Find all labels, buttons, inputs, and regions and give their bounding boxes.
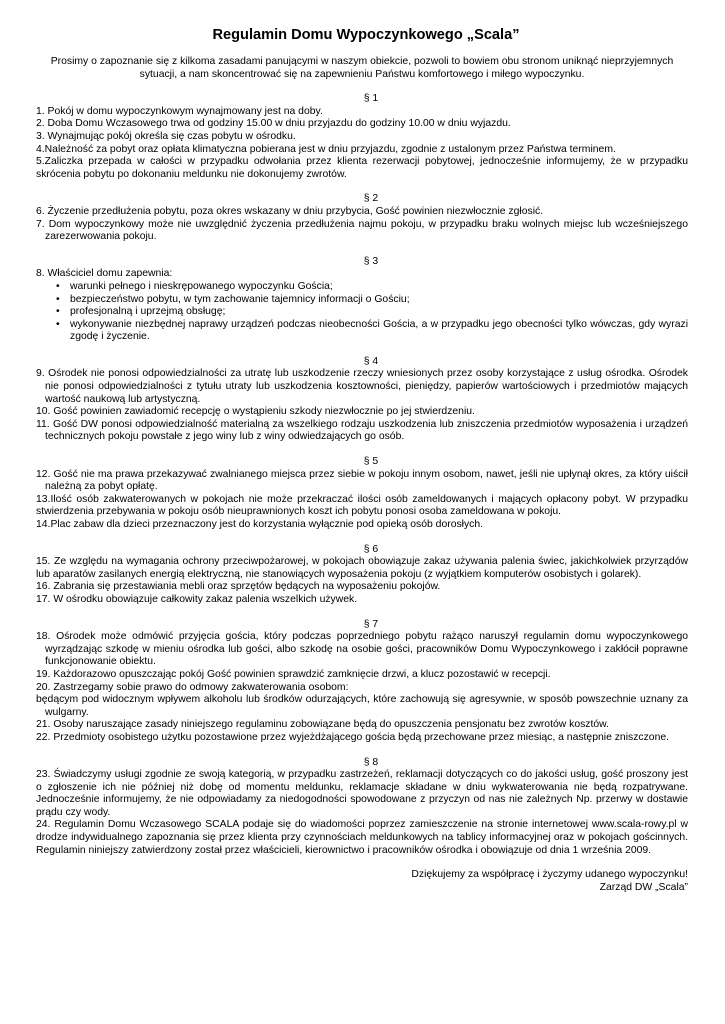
rule-item: 24. Regulamin Domu Wczasowego SCALA podaje się do wiadomości poprzez zamieszczenie na stronie internetowej www.scala-rowy.pl w drodze indywidualnego zapoznania się przez klienta przy czynnościach meldunkowych na tablicy informacyjnej oraz w pokojach gościnnych. Regulamin niniejszy zatwierdzony został przez właścicieli, kierownictwo i pracowników ośrodka i obowiązuje od dnia 1 września 2009. [36,819,688,856]
rule-item: 13.Ilość osób zakwaterowanych w pokojach nie może przekraczać ilości osób zameldowanych i mających opłacony pobyt. W przypadku stwierdzenia przebywania w pokoju osób nieuprawnionych koszt ich pobytu ponosi osoba zameldowana w pokoju. [36,493,688,518]
section-7 [36,619,688,745]
rule-item: 15. Ze względu na wymagania ochrony przeciwpożarowej, w pokojach obowiązuje zakaz używania palenia świec, jakichkolwiek przyrządów lub aparatów zasilanych energią elektryczną, nie stanowiących wyposażenia pokoju (z wyjątkiem komputerów osobistych i golarek). [36,556,688,580]
document-title: Regulamin Domu Wypoczynkowego „Scala” [212,27,520,43]
rule-item: 17. W ośrodku obowiązuje całkowity zakaz palenia wszelkich używek. [36,593,358,605]
section-heading: § 5 [363,456,379,468]
section-4 [36,356,688,444]
rule-item: 21. Osoby naruszające zasady niniejszego regulaminu zobowiązane będą do opuszczenia pensjonatu bez zwrotów kosztów. [36,719,609,731]
list-item-text: warunki pełnego i nieskrępowanego wypoczynku Gościa; [70,280,333,292]
list-item [56,294,688,307]
section-2 [36,193,688,243]
section-heading: § 8 [363,756,379,768]
section-3 [36,256,688,344]
rule-item: 23. Świadczymy usługi zgodnie ze swoją kategorią, w przypadku zastrzeżeń, reklamacji dotyczących co do jakości usług, gość proszony jest o zgłoszenie ich nie później niż dobę od momentu meldunku, reklamacje składane w dniu wykwaterowania nie będą rozpatrywane. Jednocześnie informujemy, że nie odpowiadamy za niedogodności spowodowane z przyczyn od nas nie zależnych Np. przerwy w dostawie prądu czy wody. [36,769,688,818]
rule-item: 3. Wynajmując pokój określa się czas pobytu w ośrodku. [36,130,296,142]
list-item-text: wykonywanie niezbędnej naprawy urządzeń podczas nieobecności Gościa, a w przypadku jego obecności tylko wówczas, gdy wyrazi zgodę i życzenie. [70,318,688,343]
list-item [56,319,688,344]
rule-item: 1. Pokój w domu wypoczynkowym wynajmowany jest na doby. [36,105,323,117]
document-page [36,26,688,894]
rule-item: 8. Właściciel domu zapewnia: [36,268,173,280]
bullet-list [36,281,688,344]
rule-item: 10. Gość powinien zawiadomić recepcję o wystąpieniu szkody niezwłocznie po jej stwierdzeniu. [36,406,475,418]
rule-item: 2. Doba Domu Wczasowego trwa od godziny 15.00 w dniu przyjazdu do godziny 10.00 w dniu wyjazdu. [36,118,511,130]
rule-item: 9. Ośrodek nie ponosi odpowiedzialności za utratę lub uszkodzenie rzeczy wniesionych przez osoby korzystające z usług ośrodka. Ośrodek nie ponosi odpowiedzialności z tytułu utraty lub uszkodzenia kosztowności, pieniędzy, papierów wartościowych i przedmiotów mających wartość naukową lub artystyczną. [36,368,688,405]
list-item [56,281,688,294]
rule-item: 18. Ośrodek może odmówić przyjęcia gościa, który podczas poprzedniego pobytu rażąco naruszył regulamin domu wypoczynkowego wyrządzając szkodę w mieniu ośrodka lub gości, albo szkodę na osobie gości, pracowników Domu Wypoczynkowego i zakłócił poprawne funkcjonowanie obiektu. [36,631,688,668]
closing-thanks: Dziękujemy za współpracę i życzymy udanego wypoczynku! [411,869,688,881]
rule-item: 12. Gość nie ma prawa przekazywać zwalnianego miejsca przez siebie w pokoju innym osobom, nawet, jeśli nie upłynął okres, za który uiścił należną za pobyt opłatę. [36,468,688,493]
section-5 [36,456,688,532]
section-heading: § 1 [363,93,379,105]
section-heading: § 7 [363,618,379,630]
rule-item: będącym pod widocznym wpływem alkoholu lub środków odurzających, które zachowują się agresywnie, w sposób powszechnie uznany za wulgarny. [36,694,688,718]
closing-signature: Zarząd DW „Scala” [599,881,688,893]
section-heading: § 4 [363,355,379,367]
intro-paragraph: Prosimy o zapoznanie się z kilkoma zasadami panującymi w naszym obiekcie, pozwoli to bowiem obu stronom uniknąć nieprzyjemnych sytuacji, a nam skoncentrować się na zapewnieniu Państwu komfortowego i miłego wypoczynku. [50,56,674,80]
rule-item: 14.Plac zabaw dla dzieci przeznaczony jest do korzystania wyłącznie pod opieką osób dorosłych. [36,519,484,530]
section-8 [36,757,688,858]
rule-item: 5.Zaliczka przepada w całości w przypadku odwołania przez klienta rezerwacji pobytowej, jednocześnie informujemy, że w przypadku skrócenia pobytu po dokonaniu meldunku nie dokonujemy zwrotów. [36,156,688,180]
list-item [56,306,688,319]
rule-item: 7. Dom wypoczynkowy może nie uwzględnić życzenia przedłużenia najmu pokoju, w przypadku braku wolnych miejsc lub wcześniejszego zarezerwowania pokoju. [36,218,688,243]
section-heading: § 6 [363,543,379,555]
bullet-icon: • [56,280,60,292]
rule-item: 19. Każdorazowo opuszczając pokój Gość powinien sprawdzić zamknięcie drzwi, a klucz pozostawić w recepcji. [36,668,551,680]
section-heading: § 3 [363,255,379,267]
rule-item: 6. Życzenie przedłużenia pobytu, poza okres wskazany w dniu przybycia, Gość powinien niezwłocznie zgłosić. [36,205,544,217]
rule-item: 11. Gość DW ponosi odpowiedzialność materialną za wszelkiego rodzaju uszkodzenia lub zniszczenia przedmiotów wyposażenia i urządzeń technicznych pokoju powstałe z jego winy lub z winy odwiedzających go osób. [36,418,688,443]
list-item-text: bezpieczeństwo pobytu, w tym zachowanie tajemnicy informacji o Gościu; [70,293,410,305]
closing-block [36,869,688,894]
list-item-text: profesjonalną i uprzejmą obsługę; [70,306,226,318]
rule-item: 4.Należność za pobyt oraz opłata klimatyczna pobierana jest w dniu przyjazdu, zgodnie z ustalonym przez Państwa terminem. [36,143,616,155]
section-heading: § 2 [363,193,379,205]
bullet-icon: • [56,318,60,330]
section-6 [36,544,688,607]
rule-item: 16. Zabrania się przestawiania mebli oraz sprzętów będących na wyposażeniu pokojów. [36,581,441,593]
bullet-icon: • [56,306,60,318]
rule-item: 22. Przedmioty osobistego użytku pozostawione przez wyjeżdżającego gościa będą przechowane przez miesiąc, a następnie zniszczone. [36,731,670,743]
bullet-icon: • [56,293,60,305]
rule-item: 20. Zastrzegamy sobie prawo do odmowy zakwaterowania osobom: [36,681,349,693]
section-1 [36,93,688,181]
